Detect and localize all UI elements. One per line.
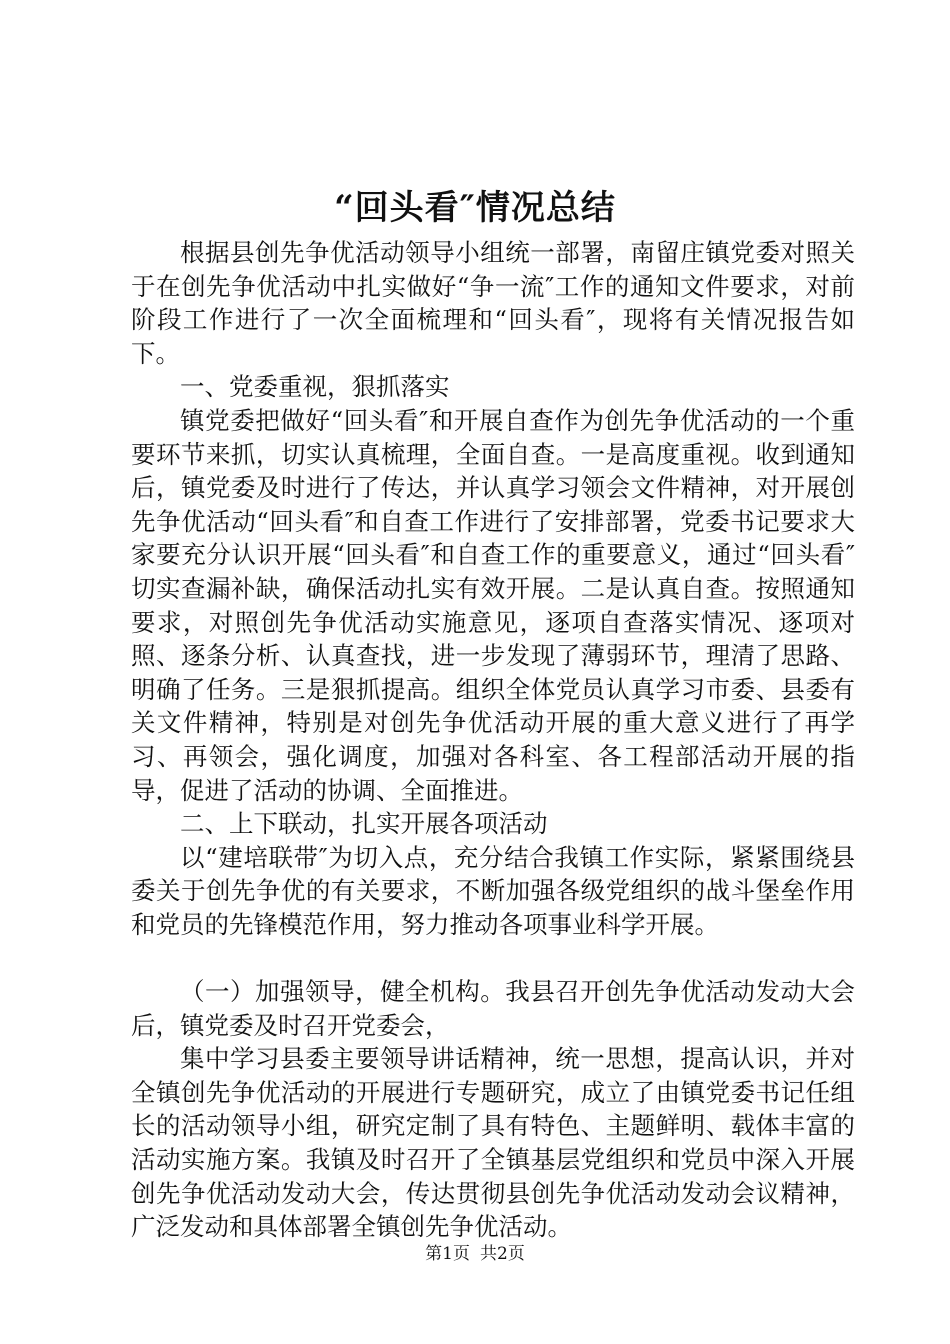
paragraph-intro: 根据县创先争优活动领导小组统一部署，南留庄镇党委对照关于在创先争优活动中扎实做好“争一流″工作的通知文件要求，对前阶段工作进行了一次全面梳理和“回头看″，现将有关情况报告如下。 bbox=[131, 238, 855, 368]
page-total: 共2页 bbox=[480, 1244, 525, 1264]
paragraph-subsection-1: 集中学习县委主要领导讲话精神，统一思想，提高认识，并对全镇创先争优活动的开展进行专题研究，成立了由镇党委书记任组长的活动领导小组，研究定制了具有特色、主题鲜明、载体丰富的活动实施方案。我镇及时召开了全镇基层党组织和党员中深入开展创先争优活动发动大会，传达贯彻县创先争优活动发动会议精神，广泛发动和具体部署全镇创先争优活动。 bbox=[131, 1044, 855, 1242]
paragraph-section-2: 以“建培联带″为切入点，充分结合我镇工作实际，紧紧围绕县委关于创先争优的有关要求，不断加强各级党组织的战斗堡垒作用和党员的先锋模范作用，努力推动各项事业科学开展。 bbox=[131, 842, 855, 939]
page-number: 第1页 bbox=[425, 1244, 470, 1264]
section-heading-2: 二、上下联动，扎实开展各项活动 bbox=[180, 809, 548, 839]
section-heading-1: 一、党委重视，狠抓落实 bbox=[180, 372, 450, 402]
paragraph-spacer bbox=[131, 941, 855, 975]
document-body bbox=[131, 236, 855, 1244]
subsection-heading-1: （一）加强领导，健全机构。我县召开创先争优活动发动大会后，镇党委及时召开党委会， bbox=[131, 977, 855, 1040]
document-title: “回头看″情况总结 bbox=[334, 188, 616, 228]
paragraph-section-1: 镇党委把做好“回头看″和开展自查作为创先争优活动的一个重要环节来抓，切实认真梳理，全面自查。一是高度重视。收到通知后，镇党委及时进行了传达，并认真学习领会文件精神，对开展创先争优活动“回头看″和自查工作进行了安排部署，党委书记要求大家要充分认识开展“回头看″和自查工作的重要意义，通过“回头看″切实查漏补缺，确保活动扎实有效开展。二是认真自查。按照通知要求，对照创先争优活动实施意见，逐项自查落实情况、逐项对照、逐条分析、认真查找，进一步发现了薄弱环节，理清了思路、明确了任务。三是狠抓提高。组织全体党员认真学习市委、县委有关文件精神，特别是对创先争优活动开展的重大意义进行了再学习、再领会，强化调度，加强对各科室、各工程部活动开展的指导，促进了活动的协调、全面推进。 bbox=[131, 405, 855, 805]
page-footer bbox=[0, 1242, 950, 1266]
